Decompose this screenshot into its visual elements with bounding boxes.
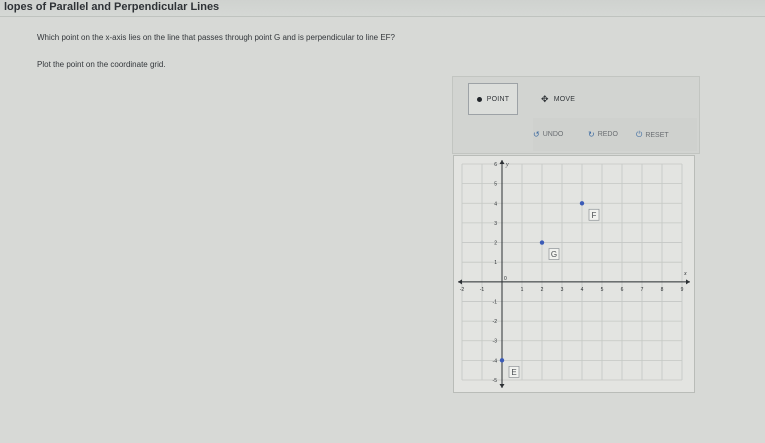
x-tick-label: -2	[459, 286, 465, 293]
point-icon	[477, 97, 482, 102]
undo-label: UNDO	[542, 131, 564, 138]
redo-button[interactable]	[588, 130, 618, 139]
point-tool-button[interactable]	[468, 83, 518, 115]
x-tick-label: 8	[660, 286, 664, 293]
undo-icon: ↺	[533, 130, 540, 139]
x-axis-arrow-left	[458, 279, 462, 284]
y-tick-label: -1	[492, 299, 497, 306]
x-tick-label: 4	[580, 286, 584, 293]
point-label-e: E	[511, 367, 517, 377]
x-tick-label: 7	[640, 286, 644, 293]
instruction-text: Plot the point on the coordinate grid.	[37, 60, 166, 69]
x-axis-label: x	[684, 270, 687, 277]
question-text: Which point on the x-axis lies on the line that passes through point G and is perpendicular to line EF?	[37, 33, 395, 42]
y-axis-arrow-down	[500, 384, 505, 388]
y-tick-label: -3	[492, 338, 497, 345]
plotted-point-g	[540, 240, 544, 244]
y-tick-label: 1	[494, 260, 497, 267]
move-tool-label: MOVE	[553, 95, 576, 103]
redo-label: REDO	[597, 131, 618, 138]
origin-label: 0	[504, 275, 507, 282]
point-tool-label: POINT	[486, 95, 510, 103]
move-tool-button[interactable]	[541, 95, 575, 103]
action-strip	[533, 118, 697, 151]
tool-panel	[452, 76, 700, 154]
page-title: lopes of Parallel and Perpendicular Lines	[4, 1, 220, 13]
y-tick-label: -5	[492, 378, 497, 384]
y-tick-label: -2	[492, 319, 497, 326]
point-label-g: G	[550, 250, 558, 260]
plotted-point-f	[580, 201, 584, 205]
reset-label: RESET	[645, 131, 669, 139]
y-axis-label: y	[506, 162, 509, 168]
title-bar	[0, 0, 765, 17]
plotted-point-e	[500, 358, 504, 362]
x-tick-label: -1	[479, 286, 485, 293]
reset-icon: ⏻	[636, 130, 643, 139]
coordinate-grid-svg[interactable]	[454, 156, 694, 392]
y-tick-label: 3	[494, 220, 497, 227]
undo-button[interactable]	[533, 130, 563, 139]
x-tick-label: 9	[680, 286, 684, 293]
x-tick-label: 6	[620, 286, 624, 293]
move-arrows-icon: ✥	[541, 94, 549, 104]
y-axis-arrow-up	[500, 160, 505, 164]
x-tick-label: 5	[600, 286, 604, 293]
y-tick-label: 2	[494, 240, 497, 247]
coordinate-grid[interactable]	[453, 155, 695, 393]
point-label-f: F	[591, 210, 597, 220]
y-tick-label: -4	[492, 358, 497, 365]
x-axis-arrow-right	[686, 279, 690, 284]
x-tick-label: 2	[540, 286, 544, 293]
x-tick-label: 3	[560, 286, 564, 293]
x-tick-label: 1	[520, 286, 524, 293]
reset-button[interactable]	[636, 130, 669, 140]
y-tick-label: 4	[494, 201, 497, 208]
y-tick-label: 6	[494, 162, 497, 168]
y-tick-label: 5	[494, 181, 497, 188]
redo-icon: ↻	[588, 130, 595, 139]
